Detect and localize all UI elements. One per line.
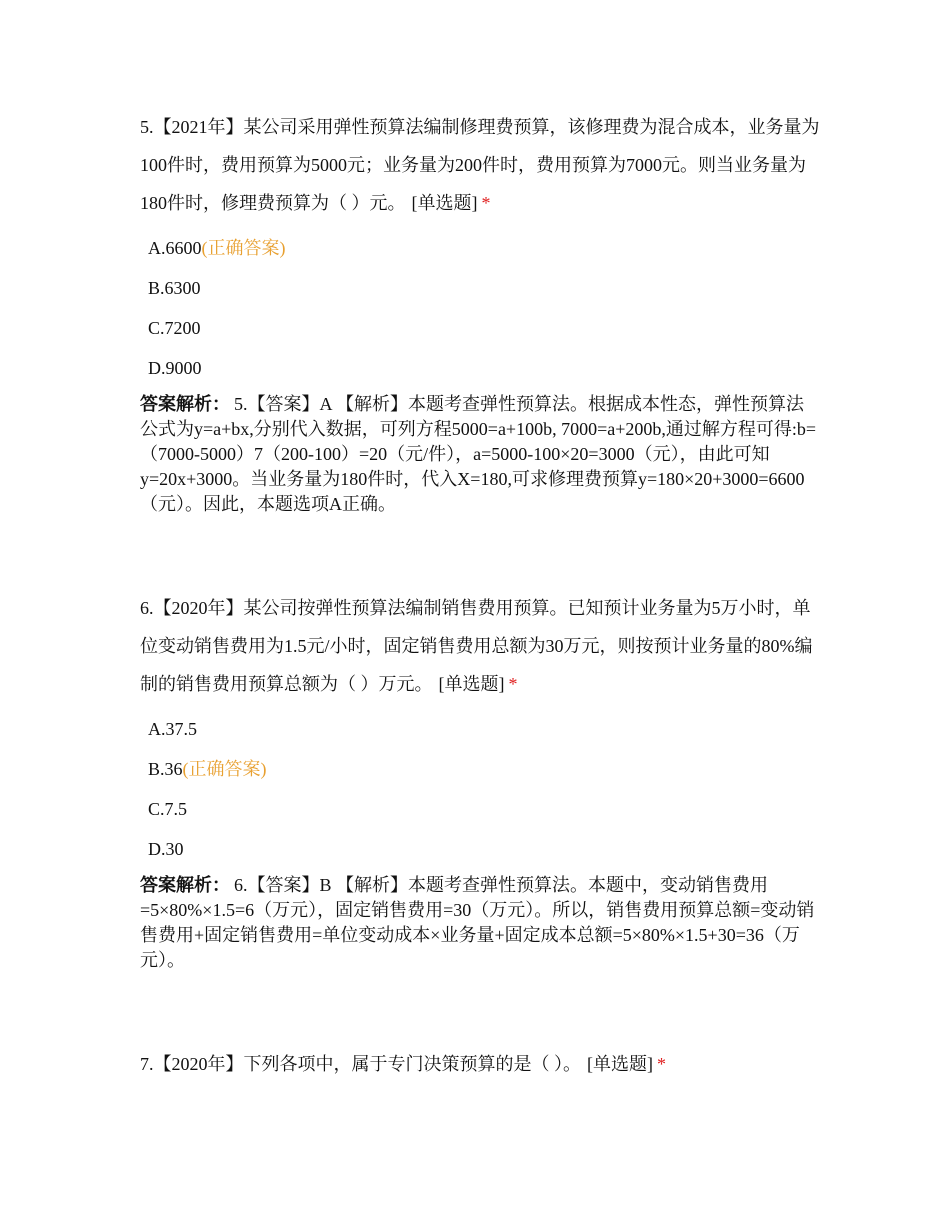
option-text: D.30	[148, 839, 184, 859]
analysis-label: 答案解析：	[140, 394, 230, 414]
question-7	[140, 1045, 820, 1083]
option-text: B.36	[148, 759, 183, 779]
analysis-text: 6.【答案】B 【解析】本题考查弹性预算法。本题中，变动销售费用=5×80%×1.5=6（万元），固定销售费用=30（万元）。所以，销售费用预算总额=变动销售费用+固定销售费用=单位变动成本×业务量+固定成本总额=5×80%×1.5+30=36（万元）。	[140, 875, 815, 970]
question-stem-text: 5.【2021年】某公司采用弹性预算法编制修理费预算，该修理费为混合成本，业务量为100件时，费用预算为5000元；业务量为200件时，费用预算为7000元。则当业务量为180件时，修理费预算为（ ）元。	[140, 117, 820, 213]
question-stem-text: 7.【2020年】下列各项中，属于专门决策预算的是（ ）。	[140, 1054, 581, 1074]
question-5	[140, 108, 820, 517]
question-stem	[140, 589, 820, 703]
option-a[interactable]	[148, 228, 820, 268]
option-c[interactable]	[148, 789, 820, 829]
option-b[interactable]	[148, 749, 820, 789]
required-mark: *	[481, 193, 491, 213]
analysis-text: 5.【答案】A 【解析】本题考查弹性预算法。根据成本性态，弹性预算法公式为y=a+bx,分别代入数据，可列方程5000=a+100b, 7000=a+200b,通过解方程可得:b=（7000-5000）7（200-100）=20（元/件），a=5000-100×20=3000（元），由此可知y=20x+3000。当业务量为180件时，代入X=180,可求修理费预算y=180×20+3000=6600（元）。因此，本题选项A正确。	[140, 394, 817, 514]
question-type-label: [单选题]	[411, 193, 478, 213]
option-b[interactable]	[148, 268, 820, 308]
question-6	[140, 589, 820, 973]
option-text: A.6600	[148, 238, 202, 258]
required-mark: *	[508, 674, 518, 694]
question-stem	[140, 1045, 820, 1083]
option-list	[148, 228, 820, 388]
option-text: C.7.5	[148, 799, 188, 819]
answer-analysis	[140, 873, 820, 973]
option-list	[148, 709, 820, 869]
analysis-label: 答案解析：	[140, 875, 230, 895]
option-c[interactable]	[148, 308, 820, 348]
option-text: A.37.5	[148, 719, 197, 739]
option-d[interactable]	[148, 348, 820, 388]
correct-answer-tag: (正确答案)	[201, 238, 286, 258]
question-stem-text: 6.【2020年】某公司按弹性预算法编制销售费用预算。已知预计业务量为5万小时，单位变动销售费用为1.5元/小时，固定销售费用总额为30万元，则按预计业务量的80%编制的销售费用预算总额为（ ）万元。	[140, 598, 813, 694]
correct-answer-tag: (正确答案)	[182, 759, 267, 779]
question-stem	[140, 108, 820, 222]
option-text: C.7200	[148, 318, 201, 338]
answer-analysis	[140, 392, 820, 517]
option-text: B.6300	[148, 278, 201, 298]
option-text: D.9000	[148, 358, 202, 378]
option-a[interactable]	[148, 709, 820, 749]
required-mark: *	[657, 1054, 666, 1074]
question-type-label: [单选题]	[587, 1054, 653, 1074]
question-list	[140, 108, 820, 1083]
question-type-label: [单选题]	[438, 674, 505, 694]
option-d[interactable]	[148, 829, 820, 869]
